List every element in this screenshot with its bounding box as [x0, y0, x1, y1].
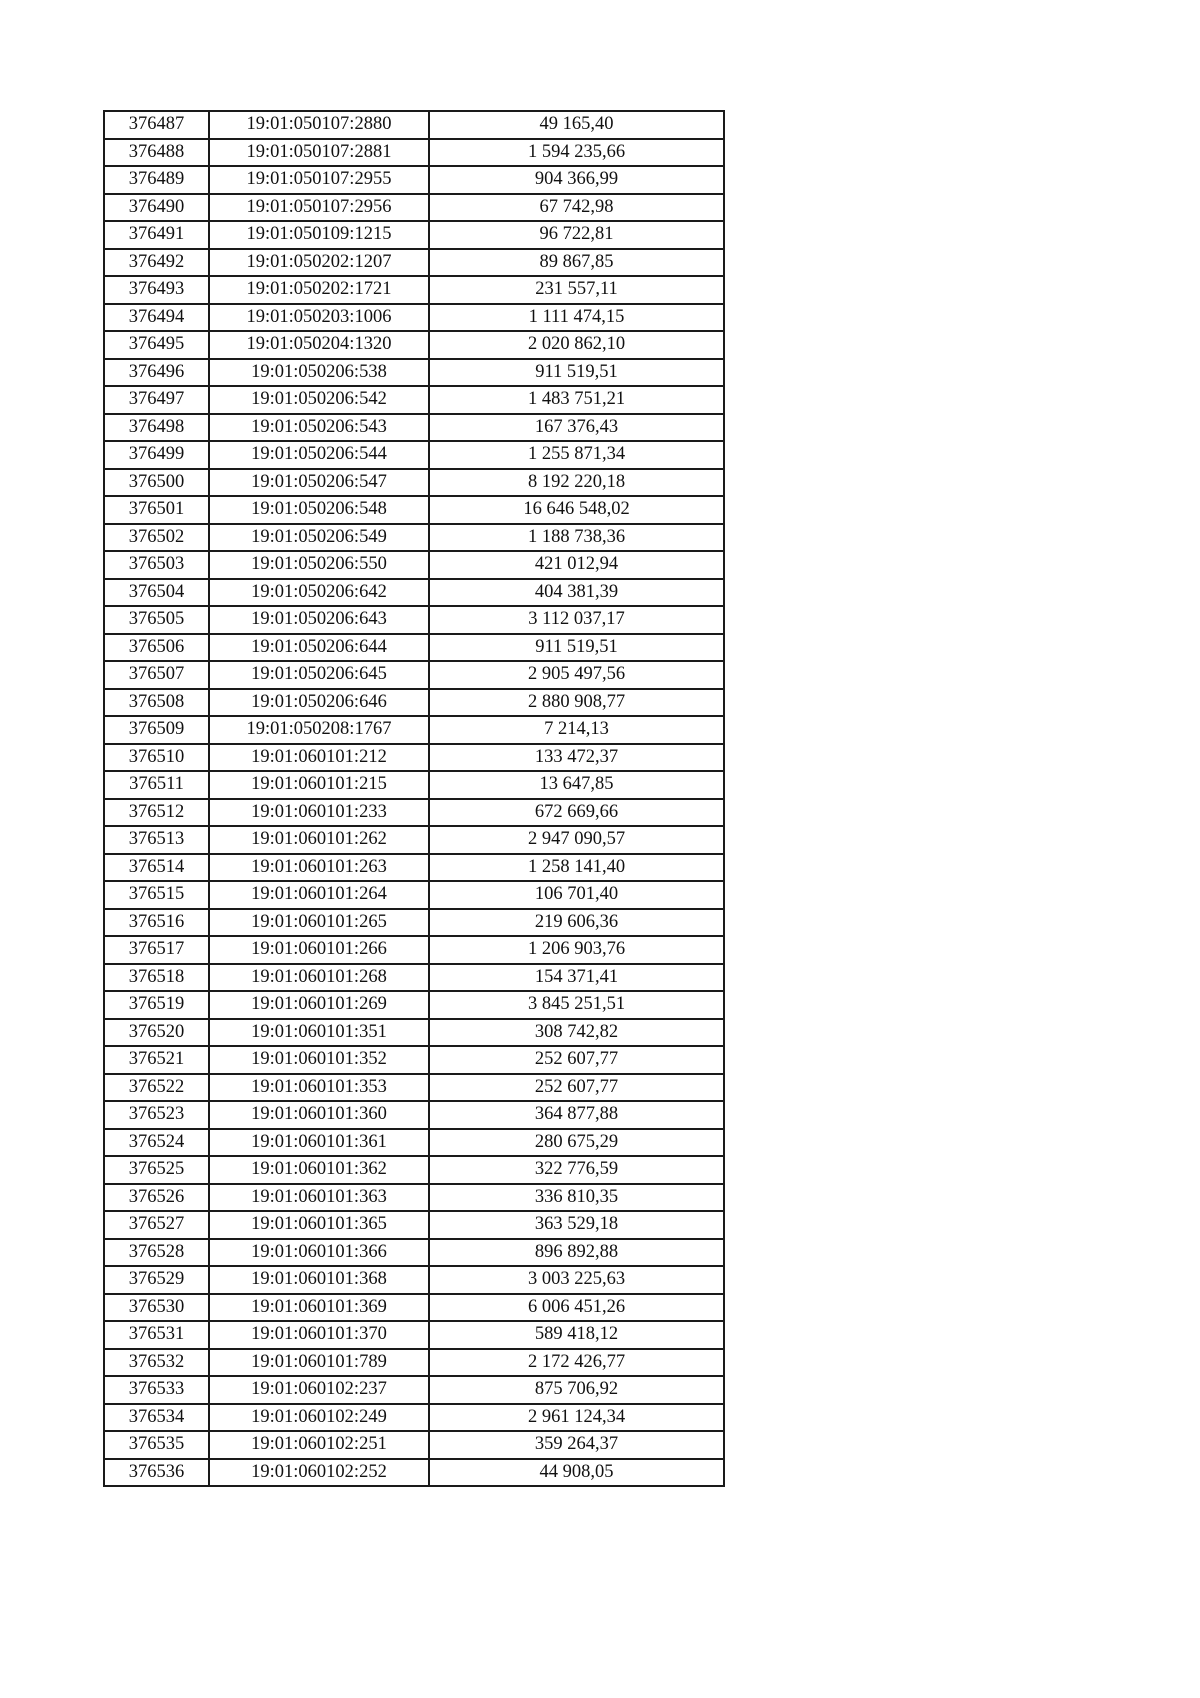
- cadastral-number-cell: 19:01:050203:1006: [209, 304, 429, 332]
- table-row: [104, 139, 724, 167]
- cadastral-number-cell: 19:01:060101:263: [209, 854, 429, 882]
- cadastral-value-cell: 363 529,18: [429, 1211, 724, 1239]
- cadastral-value-cell: 359 264,37: [429, 1431, 724, 1459]
- table-row: [104, 854, 724, 882]
- cadastral-number-cell: 19:01:050206:642: [209, 579, 429, 607]
- cadastral-value-cell: 280 675,29: [429, 1129, 724, 1157]
- cadastral-number-cell: 19:01:060101:362: [209, 1156, 429, 1184]
- row-number-cell: 376516: [104, 909, 209, 937]
- cadastral-value-cell: 1 258 141,40: [429, 854, 724, 882]
- cadastral-value-cell: 875 706,92: [429, 1376, 724, 1404]
- row-number-cell: 376521: [104, 1046, 209, 1074]
- cadastral-value-cell: 2 947 090,57: [429, 826, 724, 854]
- cadastral-value-cell: 589 418,12: [429, 1321, 724, 1349]
- cadastral-value-cell: 49 165,40: [429, 111, 724, 139]
- cadastral-value-cell: 219 606,36: [429, 909, 724, 937]
- table-row: [104, 551, 724, 579]
- cadastral-number-cell: 19:01:060102:252: [209, 1459, 429, 1487]
- cadastral-number-cell: 19:01:060101:264: [209, 881, 429, 909]
- row-number-cell: 376501: [104, 496, 209, 524]
- table-row: [104, 1184, 724, 1212]
- cadastral-value-cell: 1 594 235,66: [429, 139, 724, 167]
- cadastral-number-cell: 19:01:060102:237: [209, 1376, 429, 1404]
- cadastral-value-cell: 167 376,43: [429, 414, 724, 442]
- cadastral-value-cell: 16 646 548,02: [429, 496, 724, 524]
- cadastral-value-cell: 2 905 497,56: [429, 661, 724, 689]
- cadastral-value-cell: 3 845 251,51: [429, 991, 724, 1019]
- row-number-cell: 376510: [104, 744, 209, 772]
- row-number-cell: 376505: [104, 606, 209, 634]
- row-number-cell: 376502: [104, 524, 209, 552]
- cadastral-number-cell: 19:01:050202:1721: [209, 276, 429, 304]
- row-number-cell: 376496: [104, 359, 209, 387]
- table-row: [104, 331, 724, 359]
- cadastral-number-cell: 19:01:060101:262: [209, 826, 429, 854]
- table-row: [104, 579, 724, 607]
- cadastral-number-cell: 19:01:050107:2955: [209, 166, 429, 194]
- cadastral-value-cell: 3 112 037,17: [429, 606, 724, 634]
- cadastral-number-cell: 19:01:050206:543: [209, 414, 429, 442]
- cadastral-number-cell: 19:01:050204:1320: [209, 331, 429, 359]
- table-row: [104, 359, 724, 387]
- cadastral-value-cell: 252 607,77: [429, 1074, 724, 1102]
- table-row: [104, 1431, 724, 1459]
- cadastral-value-cell: 1 111 474,15: [429, 304, 724, 332]
- row-number-cell: 376500: [104, 469, 209, 497]
- row-number-cell: 376528: [104, 1239, 209, 1267]
- row-number-cell: 376518: [104, 964, 209, 992]
- cadastral-number-cell: 19:01:050206:646: [209, 689, 429, 717]
- table-row: [104, 991, 724, 1019]
- cadastral-value-cell: 106 701,40: [429, 881, 724, 909]
- cadastral-number-cell: 19:01:050206:550: [209, 551, 429, 579]
- cadastral-number-cell: 19:01:050208:1767: [209, 716, 429, 744]
- cadastral-value-cell: 911 519,51: [429, 359, 724, 387]
- cadastral-number-cell: 19:01:050206:645: [209, 661, 429, 689]
- row-number-cell: 376503: [104, 551, 209, 579]
- table-row: [104, 1129, 724, 1157]
- table-row: [104, 166, 724, 194]
- cadastral-value-cell: 322 776,59: [429, 1156, 724, 1184]
- table-row: [104, 469, 724, 497]
- cadastral-number-cell: 19:01:060101:353: [209, 1074, 429, 1102]
- row-number-cell: 376499: [104, 441, 209, 469]
- cadastral-value-table: [103, 110, 725, 1487]
- row-number-cell: 376535: [104, 1431, 209, 1459]
- cadastral-value-cell: 904 366,99: [429, 166, 724, 194]
- cadastral-number-cell: 19:01:060101:212: [209, 744, 429, 772]
- cadastral-number-cell: 19:01:060101:368: [209, 1266, 429, 1294]
- cadastral-number-cell: 19:01:060101:269: [209, 991, 429, 1019]
- cadastral-number-cell: 19:01:050206:542: [209, 386, 429, 414]
- cadastral-value-cell: 133 472,37: [429, 744, 724, 772]
- table-row: [104, 1349, 724, 1377]
- table-row: [104, 716, 724, 744]
- table-row: [104, 1239, 724, 1267]
- row-number-cell: 376495: [104, 331, 209, 359]
- cadastral-value-cell: 6 006 451,26: [429, 1294, 724, 1322]
- row-number-cell: 376522: [104, 1074, 209, 1102]
- cadastral-number-cell: 19:01:060102:249: [209, 1404, 429, 1432]
- cadastral-number-cell: 19:01:060101:361: [209, 1129, 429, 1157]
- table-row: [104, 1459, 724, 1487]
- table-row: [104, 1074, 724, 1102]
- row-number-cell: 376517: [104, 936, 209, 964]
- row-number-cell: 376530: [104, 1294, 209, 1322]
- table-row: [104, 1266, 724, 1294]
- cadastral-value-cell: 1 188 738,36: [429, 524, 724, 552]
- table-row: [104, 1294, 724, 1322]
- cadastral-value-cell: 672 669,66: [429, 799, 724, 827]
- cadastral-value-cell: 3 003 225,63: [429, 1266, 724, 1294]
- cadastral-value-cell: 7 214,13: [429, 716, 724, 744]
- row-number-cell: 376504: [104, 579, 209, 607]
- cadastral-value-cell: 1 206 903,76: [429, 936, 724, 964]
- row-number-cell: 376525: [104, 1156, 209, 1184]
- row-number-cell: 376498: [104, 414, 209, 442]
- cadastral-number-cell: 19:01:060101:363: [209, 1184, 429, 1212]
- table-row: [104, 524, 724, 552]
- table-body: [104, 111, 724, 1486]
- cadastral-value-cell: 404 381,39: [429, 579, 724, 607]
- cadastral-number-cell: 19:01:050107:2880: [209, 111, 429, 139]
- row-number-cell: 376514: [104, 854, 209, 882]
- row-number-cell: 376524: [104, 1129, 209, 1157]
- cadastral-value-cell: 421 012,94: [429, 551, 724, 579]
- row-number-cell: 376497: [104, 386, 209, 414]
- table-row: [104, 881, 724, 909]
- row-number-cell: 376515: [104, 881, 209, 909]
- row-number-cell: 376512: [104, 799, 209, 827]
- row-number-cell: 376534: [104, 1404, 209, 1432]
- table-row: [104, 276, 724, 304]
- row-number-cell: 376533: [104, 1376, 209, 1404]
- cadastral-number-cell: 19:01:050206:544: [209, 441, 429, 469]
- table-row: [104, 414, 724, 442]
- cadastral-value-cell: 911 519,51: [429, 634, 724, 662]
- table-row: [104, 661, 724, 689]
- row-number-cell: 376491: [104, 221, 209, 249]
- table-row: [104, 771, 724, 799]
- cadastral-value-cell: 1 255 871,34: [429, 441, 724, 469]
- row-number-cell: 376511: [104, 771, 209, 799]
- table-row: [104, 689, 724, 717]
- cadastral-value-cell: 44 908,05: [429, 1459, 724, 1487]
- row-number-cell: 376513: [104, 826, 209, 854]
- row-number-cell: 376487: [104, 111, 209, 139]
- cadastral-number-cell: 19:01:060101:233: [209, 799, 429, 827]
- cadastral-value-cell: 2 172 426,77: [429, 1349, 724, 1377]
- row-number-cell: 376492: [104, 249, 209, 277]
- cadastral-value-cell: 154 371,41: [429, 964, 724, 992]
- table-row: [104, 744, 724, 772]
- table-row: [104, 221, 724, 249]
- cadastral-number-cell: 19:01:060101:789: [209, 1349, 429, 1377]
- cadastral-number-cell: 19:01:060101:366: [209, 1239, 429, 1267]
- cadastral-value-cell: 896 892,88: [429, 1239, 724, 1267]
- cadastral-value-cell: 252 607,77: [429, 1046, 724, 1074]
- cadastral-number-cell: 19:01:050206:644: [209, 634, 429, 662]
- cadastral-number-cell: 19:01:060101:370: [209, 1321, 429, 1349]
- table-row: [104, 909, 724, 937]
- table-row: [104, 1046, 724, 1074]
- row-number-cell: 376527: [104, 1211, 209, 1239]
- row-number-cell: 376509: [104, 716, 209, 744]
- cadastral-number-cell: 19:01:050206:538: [209, 359, 429, 387]
- row-number-cell: 376494: [104, 304, 209, 332]
- cadastral-value-cell: 96 722,81: [429, 221, 724, 249]
- table-row: [104, 1404, 724, 1432]
- cadastral-number-cell: 19:01:060101:265: [209, 909, 429, 937]
- cadastral-number-cell: 19:01:050206:548: [209, 496, 429, 524]
- cadastral-value-cell: 364 877,88: [429, 1101, 724, 1129]
- table-row: [104, 964, 724, 992]
- table-row: [104, 1101, 724, 1129]
- row-number-cell: 376519: [104, 991, 209, 1019]
- row-number-cell: 376490: [104, 194, 209, 222]
- table-row: [104, 1156, 724, 1184]
- row-number-cell: 376508: [104, 689, 209, 717]
- row-number-cell: 376493: [104, 276, 209, 304]
- cadastral-number-cell: 19:01:060101:369: [209, 1294, 429, 1322]
- table-row: [104, 1376, 724, 1404]
- cadastral-number-cell: 19:01:050109:1215: [209, 221, 429, 249]
- row-number-cell: 376536: [104, 1459, 209, 1487]
- row-number-cell: 376523: [104, 1101, 209, 1129]
- row-number-cell: 376489: [104, 166, 209, 194]
- table-row: [104, 1211, 724, 1239]
- row-number-cell: 376488: [104, 139, 209, 167]
- cadastral-value-cell: 13 647,85: [429, 771, 724, 799]
- row-number-cell: 376526: [104, 1184, 209, 1212]
- cadastral-number-cell: 19:01:060101:268: [209, 964, 429, 992]
- table-row: [104, 111, 724, 139]
- table-row: [104, 441, 724, 469]
- cadastral-value-cell: 231 557,11: [429, 276, 724, 304]
- row-number-cell: 376507: [104, 661, 209, 689]
- cadastral-number-cell: 19:01:050202:1207: [209, 249, 429, 277]
- table-row: [104, 936, 724, 964]
- row-number-cell: 376529: [104, 1266, 209, 1294]
- table-row: [104, 304, 724, 332]
- cadastral-number-cell: 19:01:050107:2956: [209, 194, 429, 222]
- cadastral-number-cell: 19:01:050206:547: [209, 469, 429, 497]
- cadastral-number-cell: 19:01:060101:351: [209, 1019, 429, 1047]
- table-row: [104, 194, 724, 222]
- cadastral-value-cell: 2 880 908,77: [429, 689, 724, 717]
- row-number-cell: 376531: [104, 1321, 209, 1349]
- cadastral-number-cell: 19:01:060101:266: [209, 936, 429, 964]
- cadastral-value-cell: 67 742,98: [429, 194, 724, 222]
- row-number-cell: 376520: [104, 1019, 209, 1047]
- table-row: [104, 606, 724, 634]
- cadastral-value-cell: 2 961 124,34: [429, 1404, 724, 1432]
- cadastral-value-cell: 308 742,82: [429, 1019, 724, 1047]
- cadastral-number-cell: 19:01:050107:2881: [209, 139, 429, 167]
- cadastral-number-cell: 19:01:060101:360: [209, 1101, 429, 1129]
- table-row: [104, 496, 724, 524]
- cadastral-number-cell: 19:01:050206:643: [209, 606, 429, 634]
- cadastral-value-cell: 2 020 862,10: [429, 331, 724, 359]
- cadastral-number-cell: 19:01:060102:251: [209, 1431, 429, 1459]
- table-row: [104, 249, 724, 277]
- cadastral-value-cell: 89 867,85: [429, 249, 724, 277]
- row-number-cell: 376506: [104, 634, 209, 662]
- cadastral-value-cell: 1 483 751,21: [429, 386, 724, 414]
- cadastral-number-cell: 19:01:050206:549: [209, 524, 429, 552]
- cadastral-number-cell: 19:01:060101:365: [209, 1211, 429, 1239]
- table-row: [104, 826, 724, 854]
- table-row: [104, 634, 724, 662]
- table-row: [104, 1321, 724, 1349]
- cadastral-number-cell: 19:01:060101:215: [209, 771, 429, 799]
- table-row: [104, 1019, 724, 1047]
- table-row: [104, 386, 724, 414]
- row-number-cell: 376532: [104, 1349, 209, 1377]
- table-row: [104, 799, 724, 827]
- cadastral-value-cell: 8 192 220,18: [429, 469, 724, 497]
- cadastral-number-cell: 19:01:060101:352: [209, 1046, 429, 1074]
- cadastral-value-cell: 336 810,35: [429, 1184, 724, 1212]
